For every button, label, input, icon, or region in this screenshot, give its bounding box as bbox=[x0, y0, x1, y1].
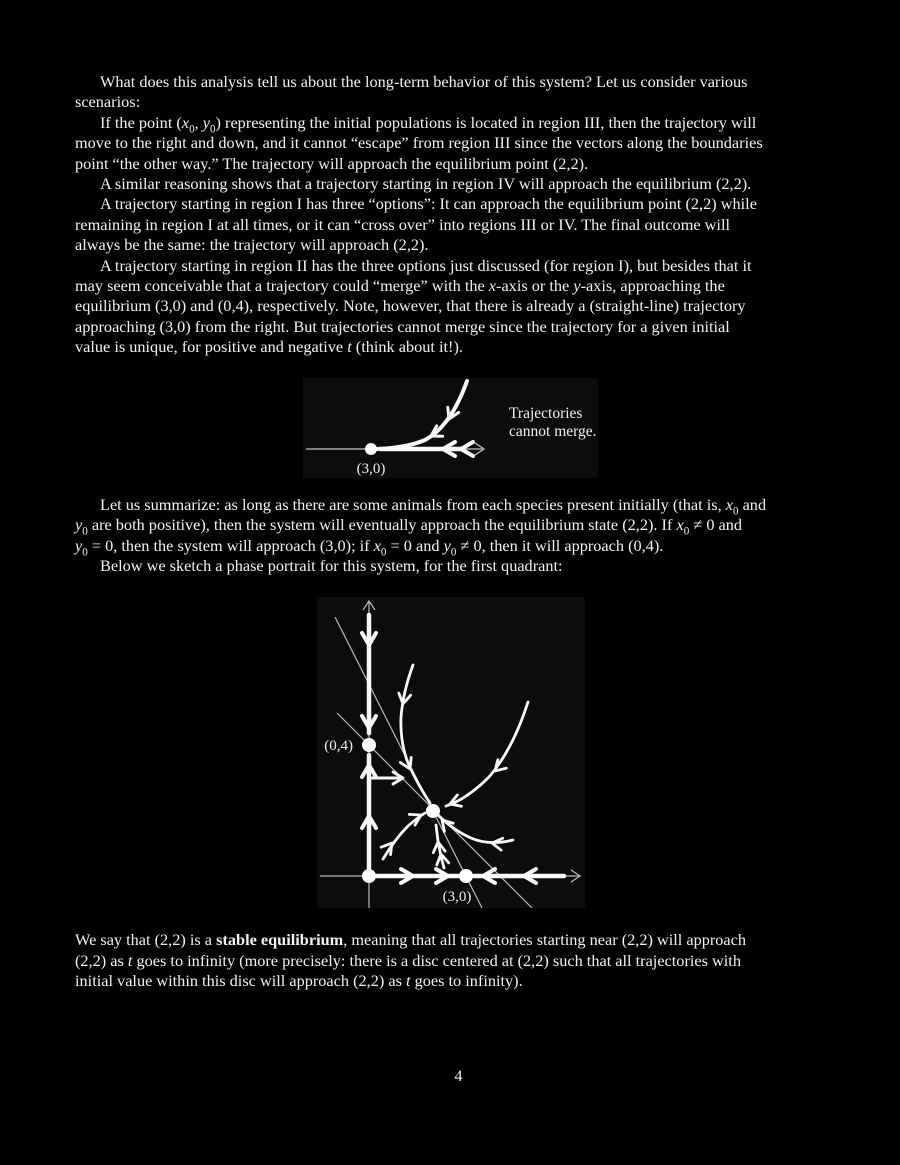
paragraph-stable-equilibrium: We say that (2,2) is a stable equilibrium, meaning that all trajectories starting near (2,2) will approach (2,2) as t goes to infinity (more precisely: there is a disc centered at (2,2) such that all trajectories with initial value within this disc will approach (2,2) as t goes to infinity). bbox=[75, 930, 747, 991]
fig2-trajectories bbox=[372, 665, 528, 868]
paragraph-region-iii: If the point ($x_0$, $y_0$) representing the initial populations is located in region III, then the trajectory will move to the right and down, and it cannot “escape” from region III since the vectors along the boundaries point “the other way.” The trajectory will approach the equilibrium point (2,2). bbox=[75, 112, 763, 173]
fig2-origin-dot bbox=[362, 869, 376, 883]
fig1-equilibrium-dot-30 bbox=[365, 443, 377, 455]
fig2-point-04-dot bbox=[362, 738, 376, 752]
fig2-equilibrium-22-dot bbox=[426, 804, 440, 818]
figure-merge-diagram bbox=[303, 378, 598, 478]
paragraph-summary: Let us summarize: as long as there are some animals from each species present initially (that is, $x_0$ and $y_0$ are both positive), then the system will eventually approach the equilibrium state (2,2). If $x_0 \ne 0$ and $y_0 = 0$, then the system will approach (3,0); if $x_0 = 0$ and $y_0 \ne 0$, then it will approach (0,4). bbox=[75, 494, 767, 558]
fig2-axes-and-nullclines bbox=[320, 601, 580, 908]
paragraph-region-ii: A trajectory starting in region II has the three options just discussed (for region I), but besides that it may seem conceivable that a trajectory could “merge” with the x-axis or the y-axis, approaching the equilibrium (3,0) and (0,4), respectively. Note, however, that there is already a (straight-line) trajectory approaching (3,0) from the right. But trajectories cannot merge since the trajectory for a given initial value is unique, for positive and negative t (think about it!). bbox=[75, 255, 752, 357]
trajectory-from-top bbox=[401, 665, 430, 803]
merge-diagram-svg bbox=[303, 378, 598, 478]
paragraph-long-term-behavior: What does this analysis tell us about the long-term behavior of this system? Let us consider various scenarios: bbox=[75, 72, 748, 112]
paragraph-region-i: A trajectory starting in region I has three “options”: It can approach the equilibrium point (2,2) while remaining in region I at all times, or it can “cross over” into regions III or IV. The final outcome will always be the same: the trajectory will approach (2,2). bbox=[75, 194, 757, 255]
fig2-label-30: (3,0) bbox=[442, 889, 472, 906]
fig2-label-04: (0,4) bbox=[324, 738, 353, 755]
paragraph-phase-portrait-intro: Below we sketch a phase portrait for this system, for the first quadrant: bbox=[100, 555, 563, 575]
fig1-trajectories bbox=[377, 381, 473, 456]
page-number: 4 bbox=[454, 1065, 463, 1085]
fig1-point-label: (3,0) bbox=[356, 460, 386, 477]
fig1-caption-line1: Trajectories bbox=[509, 404, 583, 422]
trajectory-from-upper-right bbox=[446, 702, 528, 806]
paragraph-region-iv: A similar reasoning shows that a trajectory starting in region IV will approach the equilibrium (2,2). bbox=[100, 174, 752, 194]
figure-phase-portrait bbox=[317, 597, 585, 908]
phase-portrait-svg bbox=[317, 597, 585, 908]
fig2-point-30-dot bbox=[459, 869, 473, 883]
fig1-caption-line2: cannot merge. bbox=[509, 422, 597, 440]
